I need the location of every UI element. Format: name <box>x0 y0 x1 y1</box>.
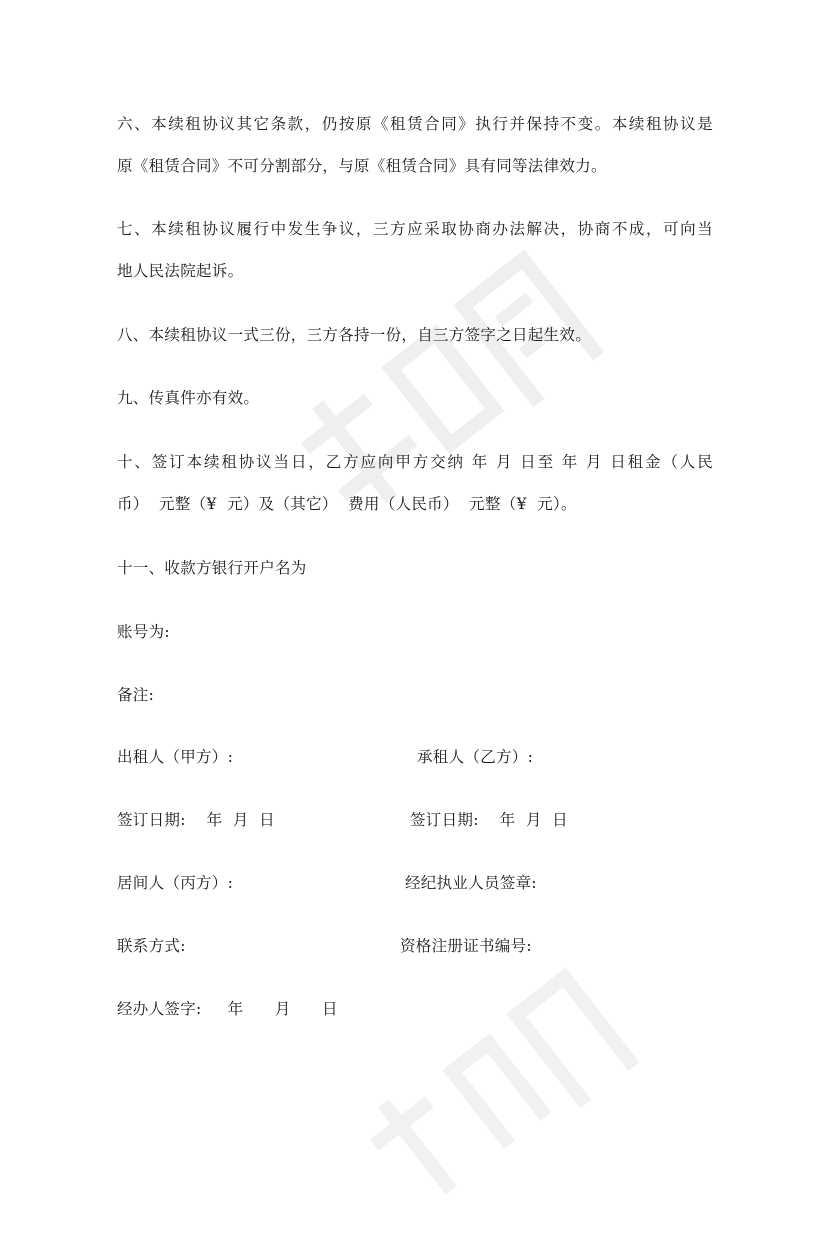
clause-seven-line-1: 七、本续租协议履行中发生争议，三方应采取协商办法解决，协商不成，可向当 <box>117 220 713 238</box>
contact-label: 联系方式: <box>117 937 186 955</box>
clause-seven-line-2: 地人民法院起诉。 <box>117 262 244 280</box>
clause-six-line-1: 六、本续租协议其它条款，仍按原《租赁合同》执行并保持不变。本续租协议是 <box>117 115 713 133</box>
sign-date-right: 签订日期: 年 月 日 <box>410 811 568 829</box>
cert-number-label: 资格注册证书编号: <box>400 937 532 955</box>
broker-seal-label: 经纪执业人员签章: <box>405 874 537 892</box>
clause-six-line-2: 原《租赁合同》不可分割部分，与原《租赁合同》具有同等法律效力。 <box>117 157 607 175</box>
handler-signature-label: 经办人签字: 年 月 日 <box>117 1000 338 1018</box>
watermark-logo-bottom <box>337 942 662 1248</box>
sign-date-left: 签订日期: 年 月 日 <box>117 811 275 829</box>
clause-eleven: 十一、收款方银行开户名为 <box>117 559 307 577</box>
clause-ten-line-1: 十、签订本续租协议当日，乙方应向甲方交纳 年 月 日至 年 月 日租金（人民 <box>117 453 713 471</box>
clause-ten-line-2: 币） 元整（¥ 元）及（其它） 费用（人民币） 元整（¥ 元）。 <box>117 495 577 513</box>
remarks-label: 备注: <box>117 686 155 704</box>
lessor-label: 出租人（甲方）: <box>117 748 234 766</box>
account-number-label: 账号为: <box>117 623 170 641</box>
intermediary-label: 居间人（丙方）: <box>117 874 234 892</box>
clause-nine: 九、传真件亦有效。 <box>117 389 260 407</box>
clause-eight: 八、本续租协议一式三份，三方各持一份，自三方签字之日起生效。 <box>117 326 592 344</box>
lessee-label: 承租人（乙方）: <box>417 748 534 766</box>
